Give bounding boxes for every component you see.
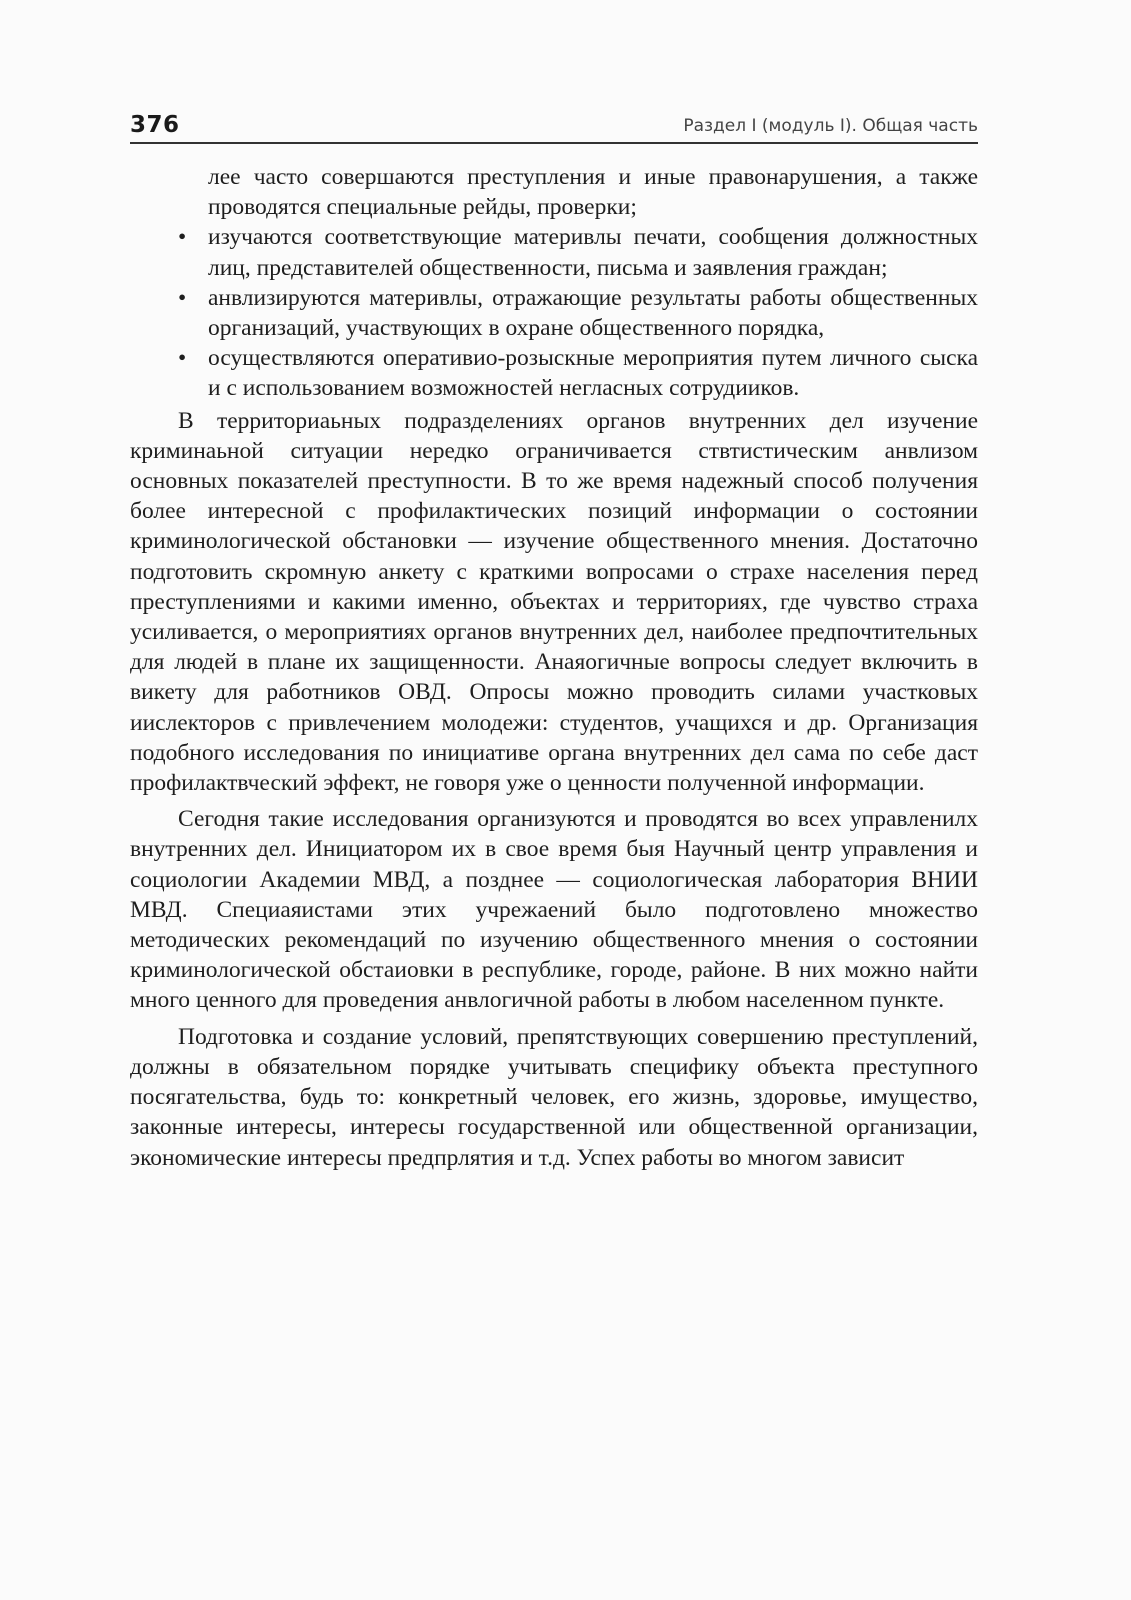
- list-item-text: анвлизируются материвлы, отражающие результаты работы общественных организаций, участвующих в охране общественного порядка,: [208, 284, 978, 342]
- bullet-icon: •: [178, 224, 187, 251]
- list-item-text: осуществляются оперативио-розыскные мероприятия путем личного сыска и с использованием возможностей негласных сотрудииков.: [208, 345, 978, 402]
- paragraph-research: Сегодня такие исследования организуются и проводятся во всех управленилх внутренних дел. Инициатором их в свое время быя Научный центр управления и социологии Академии МВД, а позднее — социологическая лаборатория ВНИИ МВД. Специаяистами этих учрежаений было подготовлено множество методических рекомендаций по изучению общественного мнения о состоянии криминологической обстаиовки в республике, городе, районе. В них можно найти много ценного для проведения анвлогичной работы в любом населенном пункте.: [130, 806, 978, 1014]
- list-item: [130, 222, 978, 282]
- paragraph-territorial-units: В территориаьных подразделениях органов внутренних дел изучение криминаьной ситуации нередко ограничивается ствтистическим анвлизом основных показателей преступности. В то же время надежный способ получения более интересной с профилактических позиций информации о состоянии криминологической обстановки — изучение общественного мнения. Достаточно подготовить скромную анкету с краткими вопросами о страхе населения перед преступлениями и какими именно, объектах и территориях, где чувство страха усиливается, о мероприятиях органов внутренних дел, наиболее предпочтительных для людей в плане их защищенности. Анаяогичные вопросы следует включить в викету для работников ОВД. Опросы можно проводить силами участковых иислекторов с привлечением молодежи: студентов, учащихся и др. Организация подобного исследования по инициативе органа внутренних дел сама по себе даст профилактвческий эффект, не говоря уже о ценности полученной информации.: [130, 407, 978, 797]
- bullet-icon: •: [178, 284, 187, 311]
- continued-bullet-text: лее часто совершаются преступления и иные правонарушения, а также проводятся специальные рейды, проверки;: [208, 164, 978, 221]
- page-body: [130, 162, 978, 1173]
- bullet-list: [130, 222, 978, 403]
- list-item: [130, 343, 978, 403]
- paragraph-preparation: Подготовка и создание условий, препятствующих совершению преступлений, должны в обязательном порядке учитывать специфику объекта преступного посягательства, будь то: конкретный человек, его жизнь, здоровье, имущество, законные интересы, интересы государственной или общественной организации, экономические интересы предпрлятия и т.д. Успех работы во многом зависит: [130, 1023, 978, 1171]
- bullet-icon: •: [178, 345, 187, 372]
- running-head: Раздел I (модуль I). Общая часть: [683, 116, 978, 136]
- page-number: 376: [130, 112, 180, 138]
- list-item: [130, 283, 978, 343]
- page-header: [130, 112, 978, 144]
- list-item-text: изучаются соответствующие материвлы печати, сообщения должностных лиц, представителей общественности, письма и заявления граждан;: [208, 224, 978, 281]
